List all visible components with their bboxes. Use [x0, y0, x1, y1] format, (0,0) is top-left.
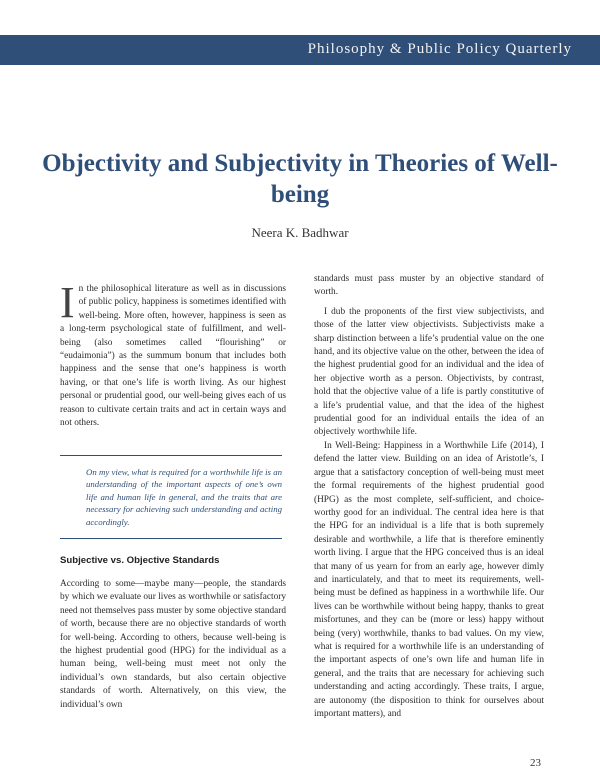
section-column — [60, 578, 286, 712]
continued-paragraph: standards must pass muster by an objective standard of worth. — [314, 274, 544, 298]
article-author: Neera K. Badhwar — [251, 225, 349, 240]
pull-quote — [60, 455, 282, 539]
intro-column — [60, 278, 286, 430]
intro-text: n the philosophical literature as well as in discussions of public policy, happiness is sometimes identified with well-being. More often, however, happiness is seen as a long-term psychological state of fulfillment, and well-being (also sometimes called “flourishing” or “eudaimonia”) as the summum bonum that includes both happiness and the sense that one’s happiness is worth having, or that one’s life is worth living. As our highest personal or prudential good, our well-being gives each of us reason to cultivate certain traits and act in certain ways and not others. — [60, 284, 286, 429]
intro-paragraph — [60, 278, 286, 430]
right-column — [314, 273, 544, 721]
pull-quote-text: On my view, what is required for a worthwhile life is an understanding of the important aspects of one’s own life and human life in general, and the traits that are necessary for achieving such understanding and acting accordingly. — [86, 467, 282, 527]
drop-cap: I — [60, 278, 75, 327]
article-title: Objectivity and Subjectivity in Theories of Well-being — [42, 150, 558, 208]
page-number: 23 — [530, 757, 541, 769]
wellbeing-paragraph: In Well-Being: Happiness in a Worthwhile Life (2014), I defend the latter view. Building on an idea of Aristotle’s, I argue that a satisfactory conception of well-being must meet the formal requirements of the highest prudential good (HPG) as the most complete, self-sufficient, and choice-worthy good for an individual. The central idea here is that the HPG for an individual is a life that is both supremely desirable and worthwhile, a life that is therefore eminently worth living. I argue that the HPG conceived thus is an ideal that many of us yearn for from an early age, however dimly and inarticulately, and that to meet its requirements, well-being must be defined as happiness in a worthwhile life. Our lives can be worthwhile without being happy, thanks to great misfortunes, and they can be (more or less) happy without being (very) worthwhile, thanks to bad values. On my view, what is required for a worthwhile life is an understanding of the important aspects of one’s own life and human life in general, and the traits that are necessary for achieving such understanding and acting accordingly. These traits, I argue, are autonomy (the disposition to think for ourselves about important matters), and — [314, 440, 544, 719]
section-paragraph: According to some—maybe many—people, the standards by which we evaluate our lives as worthwhile or satisfactory need not themselves pass muster by some objective standard of worth, because there are no objective standards of worth for well-being. According to others, because well-being is the highest prudential good (HPG) for the individual as a human being, well-being must meet not only the individual’s own standards, but also certain objective standards of worth. Alternatively, on this view, the individual’s own — [60, 579, 286, 710]
subjectivist-paragraph: I dub the proponents of the first view subjectivists, and those of the latter view objectivists. Subjectivists make a sharp distinction between a life’s prudential value on the one hand, and its objective value on the other, between the idea of the highest prudential good for an individual and the idea of her objective worth as a person. Objectivists, by contrast, hold that the objective value of a life is partly constitutive of a life’s prudential value, and that the idea of the highest prudential good for an individual entails the idea of an objectively worthwhile life. — [314, 306, 544, 438]
journal-banner — [0, 35, 600, 65]
section-heading: Subjective vs. Objective Standards — [60, 555, 220, 566]
journal-title: Philosophy & Public Policy Quarterly — [307, 41, 572, 57]
